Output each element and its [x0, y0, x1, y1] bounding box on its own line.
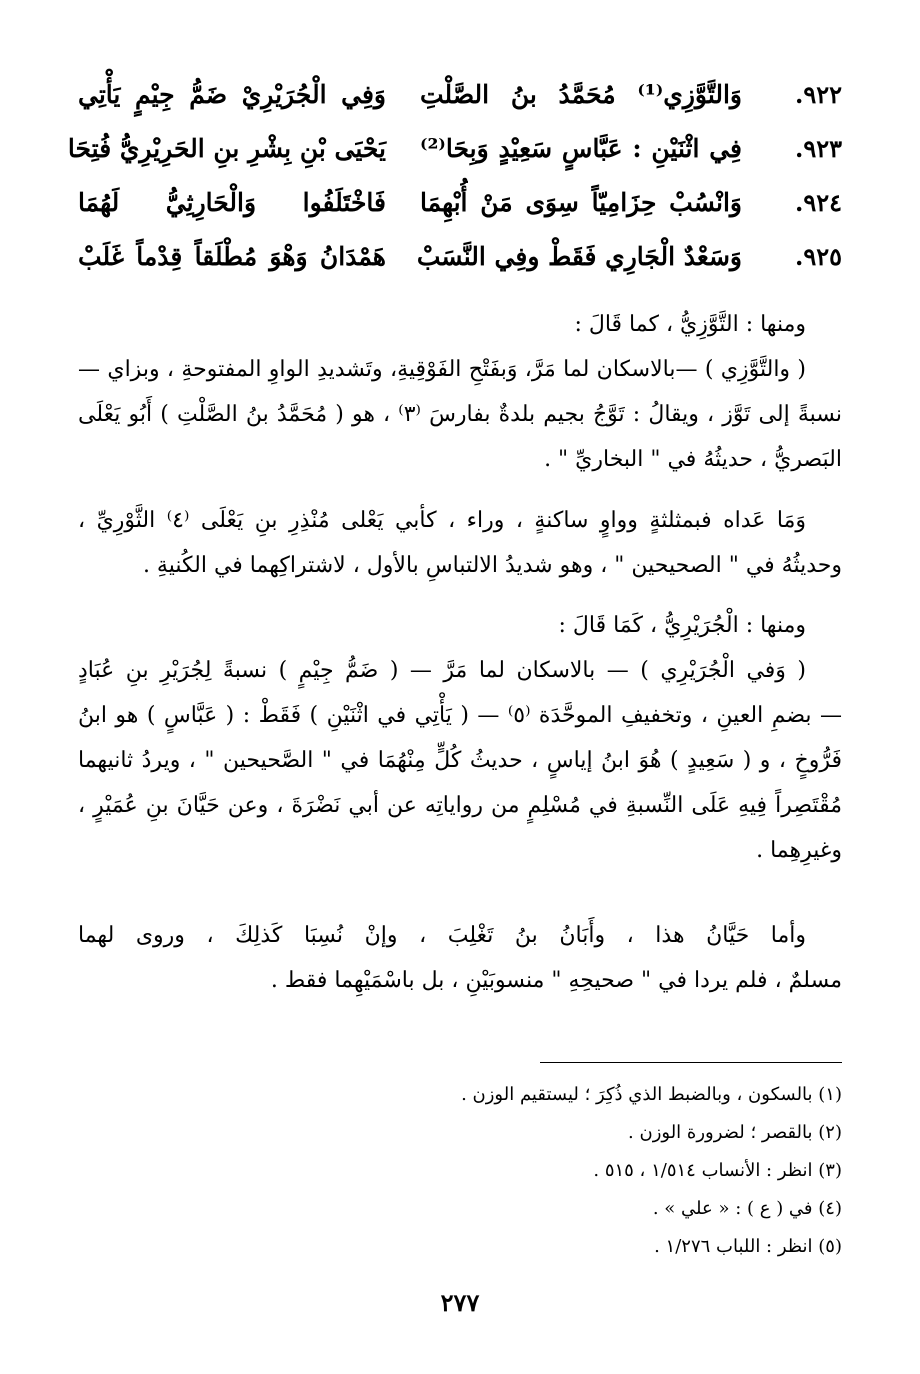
text-line: ( والتَّوَّزِي ) —بالاسكان لما مَرَّ، وَبفَتْحِ الفَوْقِيةِ، وتَشديدِ الواوِ المفتوحةِ ، وبزاي — [78, 357, 806, 382]
footnote: (١) بالسكون ، وبالضبط الذي ذُكِرَ ؛ ليستقيم الوزن . [461, 1084, 842, 1105]
text-line: مُقْتَصِراً فِيهِ عَلَى النِّسبةِ في مُسْلِمٍ من رواياتِه عن أبي نَضْرَةَ ، وعن حَيَّانَ بنِ عُمَيْرٍ ، [78, 793, 842, 818]
verse-first-hemistich: وَالتَّوَّزِي⁽¹⁾ مُحَمَّدُ بنُ الصَّلْتِ [420, 80, 742, 109]
verse-first-hemistich: فِي اثْنَيْنِ : عَبَّاسٍ سَعِيْدٍ وَبِحَا⁽²⁾ [420, 134, 742, 163]
paragraph [78, 498, 842, 588]
footnotes [78, 1076, 842, 1266]
footnote: (٤) في ( ع ) : « علي » . [652, 1198, 842, 1219]
text-line: نسبةً إلى تَوَّز ، ويقالُ : تَوَّجُ بجيم بلدةٌ بفارسَ ⁽٣⁾ ، هو ( مُحَمَّدُ بنُ الصَّلْتِ ) أَبُو يَعْلَى [78, 402, 842, 427]
paragraph [78, 347, 842, 482]
verse-second-hemistich: وَفِي الْجُرَيْرِيْ ضَمُّ جِيْمٍ يَأْتِي [78, 80, 386, 109]
text-line: مسلمٌ ، فلم يردا في " صحيحِهِ " منسوبَيْنِ ، بل باسْمَيْهِما فقط . [270, 968, 842, 993]
text-line: ( وَفي الْجُرَيْرِي ) — بالاسكان لما مَرَّ — ( ضَمُّ جِيْمٍ ) نسبةً لِجُرَيْرِ بنِ عُبَادٍ [78, 658, 806, 683]
paragraph [78, 913, 842, 1003]
text-line: البَصريُّ ، حديثُهُ في " البخاريِّ " . [544, 447, 842, 472]
text-line: وغيرِهِما . [756, 838, 842, 863]
verse-second-hemistich: هَمْدَانُ وَهْوَ مُطْلَقاً قِدْماً غَلَبْ [78, 242, 386, 271]
footnote: (٣) انظر : الأنساب ١/٥١٤ ، ٥١٥ . [593, 1160, 842, 1181]
verse-second-hemistich: فَاخْتَلَفُوا وَالْحَارِثِيُّ لَهُمَا [78, 188, 386, 217]
text-line: فَرُّوخٍ ، و ( سَعِيدٍ ) هُوَ ابنُ إياسٍ ، حديثُ كُلٍّ مِنْهُمَا في " الصَّحيحين " ، ويردُ ثانيهما [78, 748, 842, 773]
verse-number: ٩٢٢. [794, 80, 842, 109]
verse-row [78, 186, 842, 232]
verse-number: ٩٢٤. [794, 188, 842, 217]
footnote-divider [540, 1062, 842, 1063]
text-line: ومنها : التَّوَّزِيُّ ، كما قَالَ : [574, 312, 806, 337]
paragraph [78, 648, 842, 873]
verse-row [67, 132, 842, 178]
text-line: — بضمِ العينِ ، وتخفيفِ الموحَّدَة ⁽٥⁾ — ( يَأْتِي في اثْنَيْنِ ) فَقَطْ : ( عَبَّاسٍ ) هو ابنُ [78, 703, 842, 728]
verse-row [78, 240, 842, 286]
text-line: وَمَا عَداه فبمثلثةٍ وواوٍ ساكنةٍ ، وراء ، كأبي يَعْلى مُنْذِرِ بنِ يَعْلَى ⁽٤⁾ الثَّوْرِيِّ ، [78, 508, 807, 533]
text-line: وأما حَيَّانُ هذا ، وأَبَانُ بنُ تَغْلِبَ ، وإنْ نُسِبَا كَذلِكَ ، وروى لهما [78, 923, 806, 948]
footnote: (٢) بالقصر ؛ لضرورة الوزن . [628, 1122, 842, 1143]
paragraph [78, 603, 842, 648]
verse-row [78, 78, 842, 124]
verse-number: ٩٢٥. [794, 242, 842, 271]
text-line: ومنها : الْجُرَيْرِيُّ ، كَمَا قَالَ : [558, 613, 806, 638]
paragraph [78, 302, 842, 347]
verse-first-hemistich: وَانْسُبْ حِزَامِيّاً سِوَى مَنْ أُبْهِمَا [420, 188, 742, 217]
verse-second-hemistich: يَحْيَى بْنِ بِشْرِ بنِ الحَرِيْرِيُّ فُتِحَا [67, 134, 386, 163]
verse-number: ٩٢٣. [794, 134, 842, 163]
page-number: ٢٧٧ [440, 1288, 480, 1317]
verse-first-hemistich: وَسَعْدٌ الْجَارِي فَقَطْ وفِي النَّسَبْ [416, 242, 742, 271]
footnote: (٥) انظر : اللباب ١/٢٧٦ . [654, 1236, 842, 1257]
text-line: وحديثُهُ في " الصحيحين " ، وهو شديدُ الالتباسِ بالأول ، لاشتراكِهما في الكُنيةِ . [142, 553, 842, 578]
